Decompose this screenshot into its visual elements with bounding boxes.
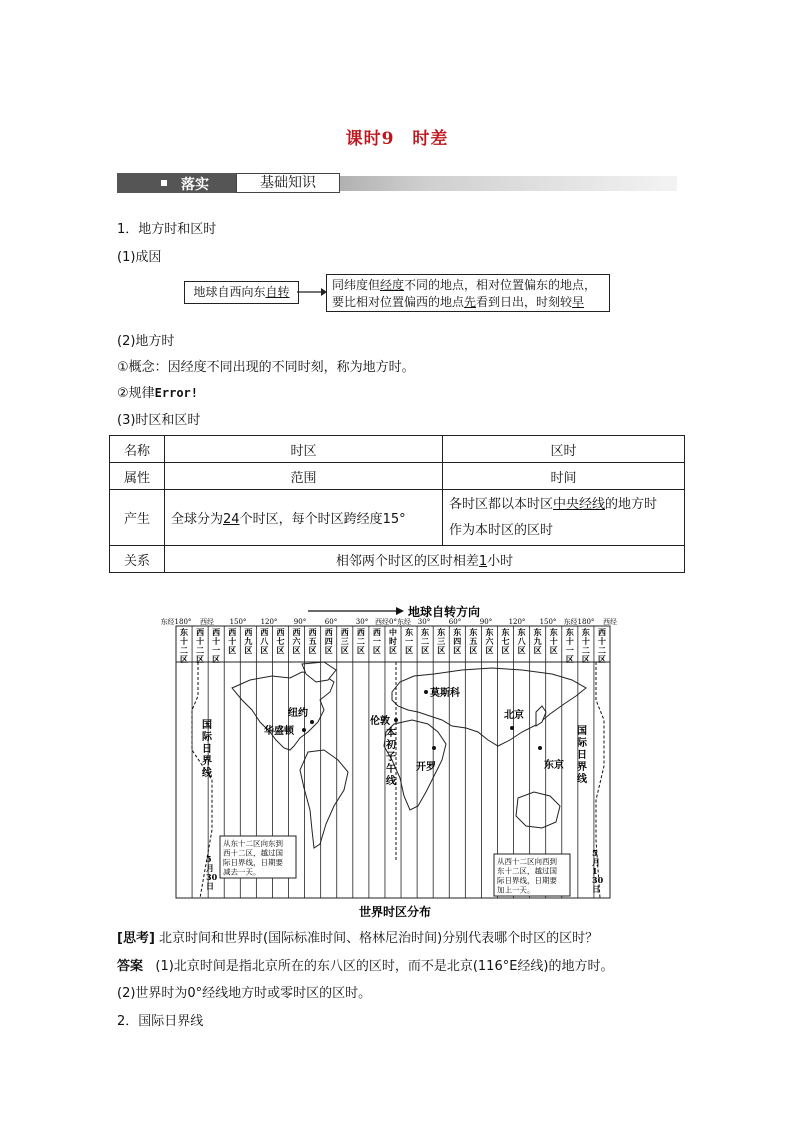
table-header-cell: 区时 [443,436,685,463]
zone-label: 东十一区 [565,627,574,664]
answer-label: 答案 [117,959,144,974]
longitude-label: 30° [417,618,431,626]
banner-dark-block [117,173,237,193]
longitude-label: 60° [448,618,462,626]
concept-line: ①概念：因经度不同出现的不同时刻，称为地方时。 [117,360,415,375]
rotation-arrow-label: 地球自转方向 [408,605,481,619]
zone-label: 东一区 [405,627,414,655]
cell-underline: 中央经线 [553,496,606,512]
think-question: 北京时间和世界时(国际标准时间、格林尼治时间)分别代表哪个时区的区时？ [159,931,599,946]
zone-label: 西十区 [228,627,237,655]
zone-label: 东十二区 [180,627,189,664]
continents [232,662,586,848]
city-label-beijing: 北京 [504,710,524,721]
table-row [110,546,685,573]
longitude-label: 90° [293,618,307,626]
table-row [110,436,685,463]
table-cell: 时间 [443,463,685,490]
map-caption: 世界时区分布 [358,905,432,919]
rule-error-text: Error! [154,386,199,400]
longitude-label: 东经180° [160,618,192,626]
table-cell: 关系 [110,546,165,573]
longitude-label: 150° [229,618,247,626]
longitude-label: 东经180° [563,618,595,626]
longitude-label: 120° [260,618,278,626]
longitude-label: 150° [539,618,557,626]
idl-label-left: 国际日界线 [202,720,212,779]
beijing-dot [510,726,514,730]
cairo-dot [432,746,436,750]
longitude-label: 60° [324,618,338,626]
city-label-london: 伦敦 [370,716,390,727]
longitude-label: 120° [508,618,526,626]
zone-label: 东七区 [501,627,510,655]
newyork-dot [310,720,314,724]
note-left-text: 从东十二区向东到西十二区，越过国际日界线，日期要减去一天。 [223,839,283,877]
think-question-line [117,927,598,946]
cause-text-2a: 要比相对位置偏西的地点 [332,295,465,309]
cell-underline: 24 [223,512,240,527]
table-cell: 范围 [165,463,443,490]
zone-label: 西四区 [324,627,333,655]
section-heading-2: 2．国际日界线 [117,1014,204,1029]
zone-label: 西一区 [372,627,381,655]
zone-label: 西十二区 [597,627,606,664]
london-dot [394,718,398,722]
zone-label: (3)时区和区时 [117,413,201,428]
table-header-cell: 名称 [110,436,165,463]
zone-label: 西三区 [340,627,349,655]
north-america-shape [232,672,334,750]
cause-text-1b: 不同的地点，相对位置偏东的地点， [404,278,597,292]
section-heading-1: 1．地方时和区时 [117,222,217,237]
table-cell [165,546,685,573]
map-figure [160,600,618,922]
zone-label: 东十二区 [581,627,590,664]
longitude-label: 90° [479,618,493,626]
zone-label: 东九区 [533,627,542,655]
cause-right-box [326,274,610,312]
city-label-washington: 华盛顿 [264,726,294,737]
cause-left-box [184,281,299,304]
tokyo-dot [538,746,542,750]
city-label-cairo: 开罗 [416,762,436,773]
city-label-newyork: 纽约 [288,708,308,719]
prime-meridian-label: 本初子午线 [386,728,396,787]
local-time-label: (2)地方时 [117,334,175,349]
world-time-zone-map [160,600,618,922]
cause-text-2b: 看到日出，时刻较 [476,295,573,309]
square-bullet-icon [161,180,167,186]
cell-text: 的地方时 [605,496,658,512]
date-label-right: 5 月 1 30 日 [592,848,604,894]
cell-text: 小时 [487,553,514,569]
zone-label: 西六区 [292,627,301,655]
zone-label: 东十区 [549,627,558,655]
cause-left-underlined: 自转 [265,285,290,299]
city-label-moscow: 莫斯科 [430,688,460,699]
zone-label: 西九区 [244,627,253,655]
cell-text: 各时区都以本时区 [449,496,554,512]
cause-underline-1: 经度 [380,278,405,292]
rotation-arrow-icon [396,607,404,615]
idl-label-right: 国际日界线 [577,726,587,785]
think-label: [思考] [117,931,155,946]
zone-label: 东四区 [453,627,462,655]
table-row [110,463,685,490]
zone-label: 西十一区 [212,627,221,664]
cell-text: 个时区，每个时区跨经度15° [239,512,406,527]
table-cell: 属性 [110,463,165,490]
cause-underline-3: 早 [572,295,585,309]
table-row [110,490,685,546]
zone-label: 中时区 [389,627,397,655]
cause-underline-2: 先 [464,295,477,309]
cell-underline: 1 [478,553,488,569]
moscow-dot [424,690,428,694]
longitude-label: 西经 [200,618,214,626]
washington-dot [302,728,306,732]
zone-label: 东五区 [469,627,478,655]
table-cell: 产生 [110,490,165,546]
table-header-cell: 时区 [165,436,443,463]
zone-label: 西十二区 [196,627,205,664]
answer-line-1 [117,955,614,974]
zone-label: 东六区 [485,627,494,655]
cell-text: 全球分为 [171,512,224,527]
date-label-left: 5 月 30 日 [206,854,218,891]
rule-line [117,382,198,401]
zone-label: 西七区 [276,627,285,655]
table-cell [165,490,443,546]
cause-label: (1)成因 [117,250,162,265]
section-banner [117,173,677,193]
city-label-tokyo: 东京 [544,760,564,771]
answer-text-1: (1)北京时间是指北京所在的东八区的区时，而不是北京(116°E经线)的地方时。 [155,959,614,974]
rule-label: ②规律 [117,386,155,401]
banner-tag: 基础知识 [236,173,340,193]
zone-label: 东八区 [517,627,526,655]
cause-left-text: 地球自西向东 [193,285,266,299]
answer-line-2: (2)世界时为0°经线地方时或零时区的区时。 [117,986,372,1001]
longitude-label: 西经0°东经 [375,618,411,626]
zone-label: 东三区 [437,627,446,655]
banner-label: 落实 [181,177,209,193]
south-america-shape [300,750,348,848]
longitude-label: 30° [355,618,369,626]
cell-text: 作为本时区的区时 [449,522,554,538]
cause-text-1a: 同纬度但 [332,278,381,292]
zone-label: 西五区 [308,627,317,655]
table-cell [443,490,685,546]
zone-label: 西二区 [356,627,365,655]
zone-label: 东二区 [421,627,430,655]
time-zone-table [109,435,685,573]
note-right-text: 从西十二区向西到东十二区，越过国际日界线，日期要加上一天。 [497,857,557,895]
cell-text: 相邻两个时区的区时相差 [335,553,479,569]
cause-arrow-icon [297,286,327,298]
zone-label: 西八区 [260,627,269,655]
page-title: 课时9 时差 [345,129,449,149]
longitude-label: 西经 [603,618,617,626]
australia-shape [516,792,560,828]
